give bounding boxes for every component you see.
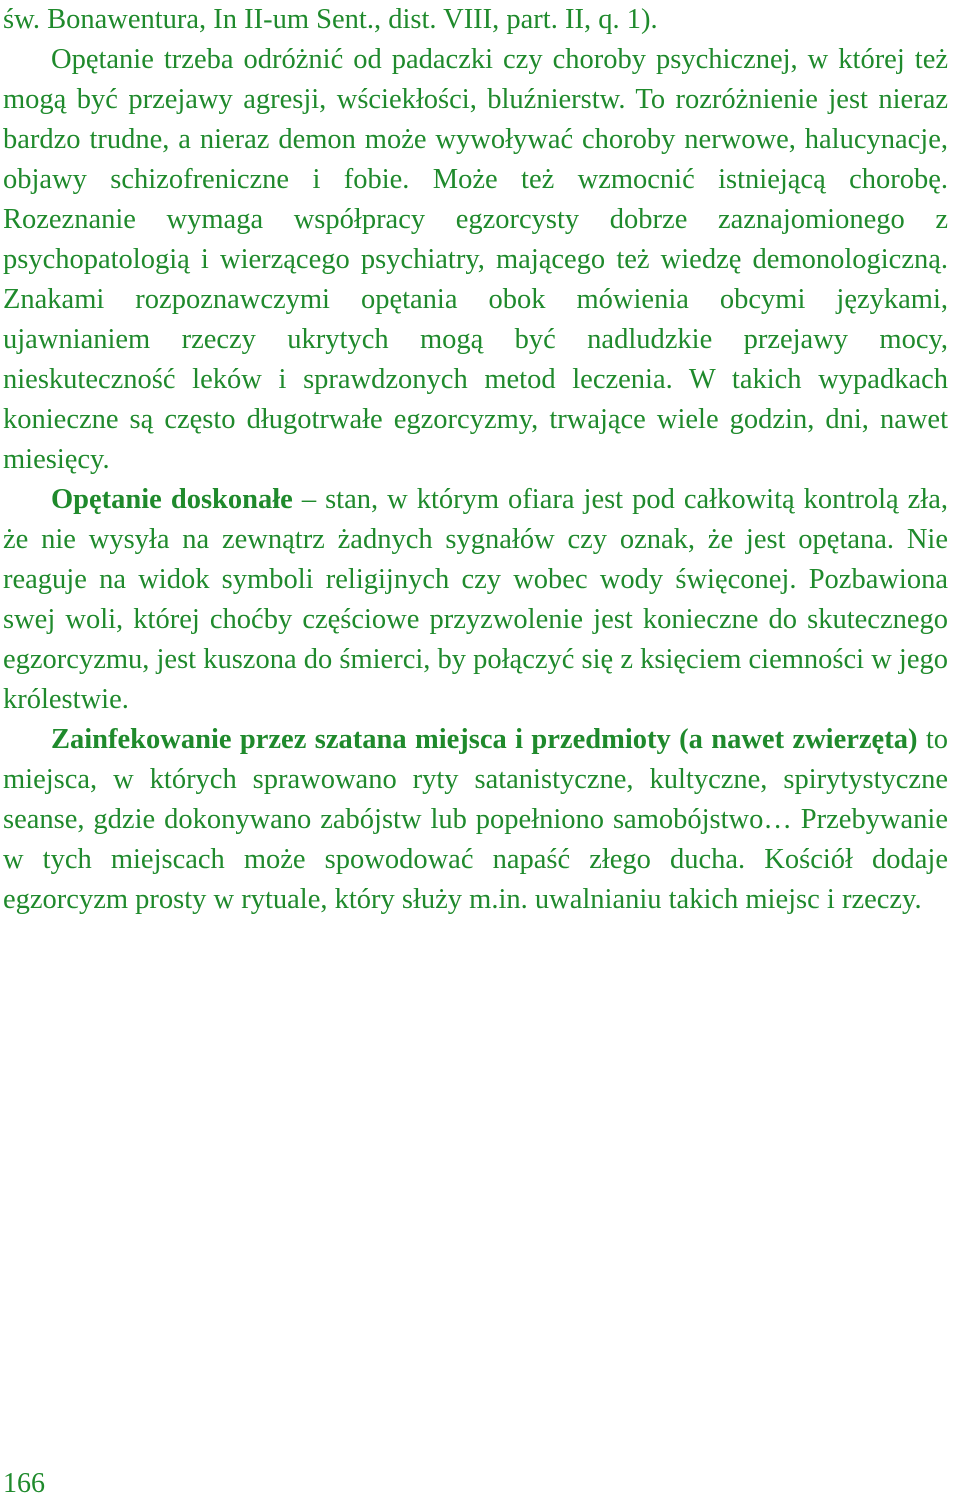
paragraph-possession-distinction [3, 40, 948, 480]
paragraph-infestation [3, 720, 948, 920]
paragraph-citation [3, 0, 948, 40]
term-heading: Zainfekowanie przez szatana miejsca i przedmioty (a nawet zwierzęta) [51, 724, 918, 755]
page-number: 166 [3, 1468, 45, 1499]
paragraph-text: Opętanie trzeba odróżnić od padaczki czy choroby psychicznej, w której też mogą być przejawy agresji, wściekłości, bluźnierstw. To rozróżnienie jest nieraz bardzo trudne, a nieraz demon może wywoływać choroby nerwowe, halucynacje, objawy schizofreniczne i fobie. Może też wzmocnić istniejącą chorobę. Rozeznanie wymaga współpracy egzorcysty dobrze zaznajomionego z psychopatologią i wierzącego psychiatry, mającego też wiedzę demonologiczną. Znakami rozpoznawczymi opętania obok mówienia obcymi językami, ujawnianiem rzeczy ukrytych mogą być nadludzkie przejawy mocy, nieskuteczność leków i sprawdzonych metod leczenia. W takich wypadkach konieczne są często długotrwałe egzorcyzmy, trwające wiele godzin, dni, nawet miesięcy. [3, 44, 948, 475]
paragraph-text: – stan, w którym ofiara jest pod całkowitą kontrolą zła, że nie wysyła na zewnątrz żadnych sygnałów czy oznak, że jest opętana. Nie reaguje na widok symboli religijnych czy wobec wody święconej. Pozbawiona swej woli, której choćby częściowe przyzwolenie jest konieczne do skutecznego egzorcyzmu, jest kuszona do śmierci, by połączyć się z księciem ciemności w jego królestwie. [3, 484, 948, 715]
citation-text: św. Bonawentura, In II-um Sent., dist. VIII, part. II, q. 1). [3, 4, 658, 35]
paragraph-perfect-possession [3, 480, 948, 720]
paragraph-text: to miejsca, w których sprawowano ryty satanistyczne, kultyczne, spirytystyczne seanse, gdzie dokonywano zabójstw lub popełniono samobójstwo… Przebywanie w tych miejscach może spowodować napaść złego ducha. Kościół dodaje egzorcyzm prosty w rytuale, który służy m.in. uwalnianiu takich miejsc i rzeczy. [3, 724, 948, 915]
page-body [3, 0, 948, 920]
term-heading: Opętanie doskonałe [51, 484, 293, 515]
